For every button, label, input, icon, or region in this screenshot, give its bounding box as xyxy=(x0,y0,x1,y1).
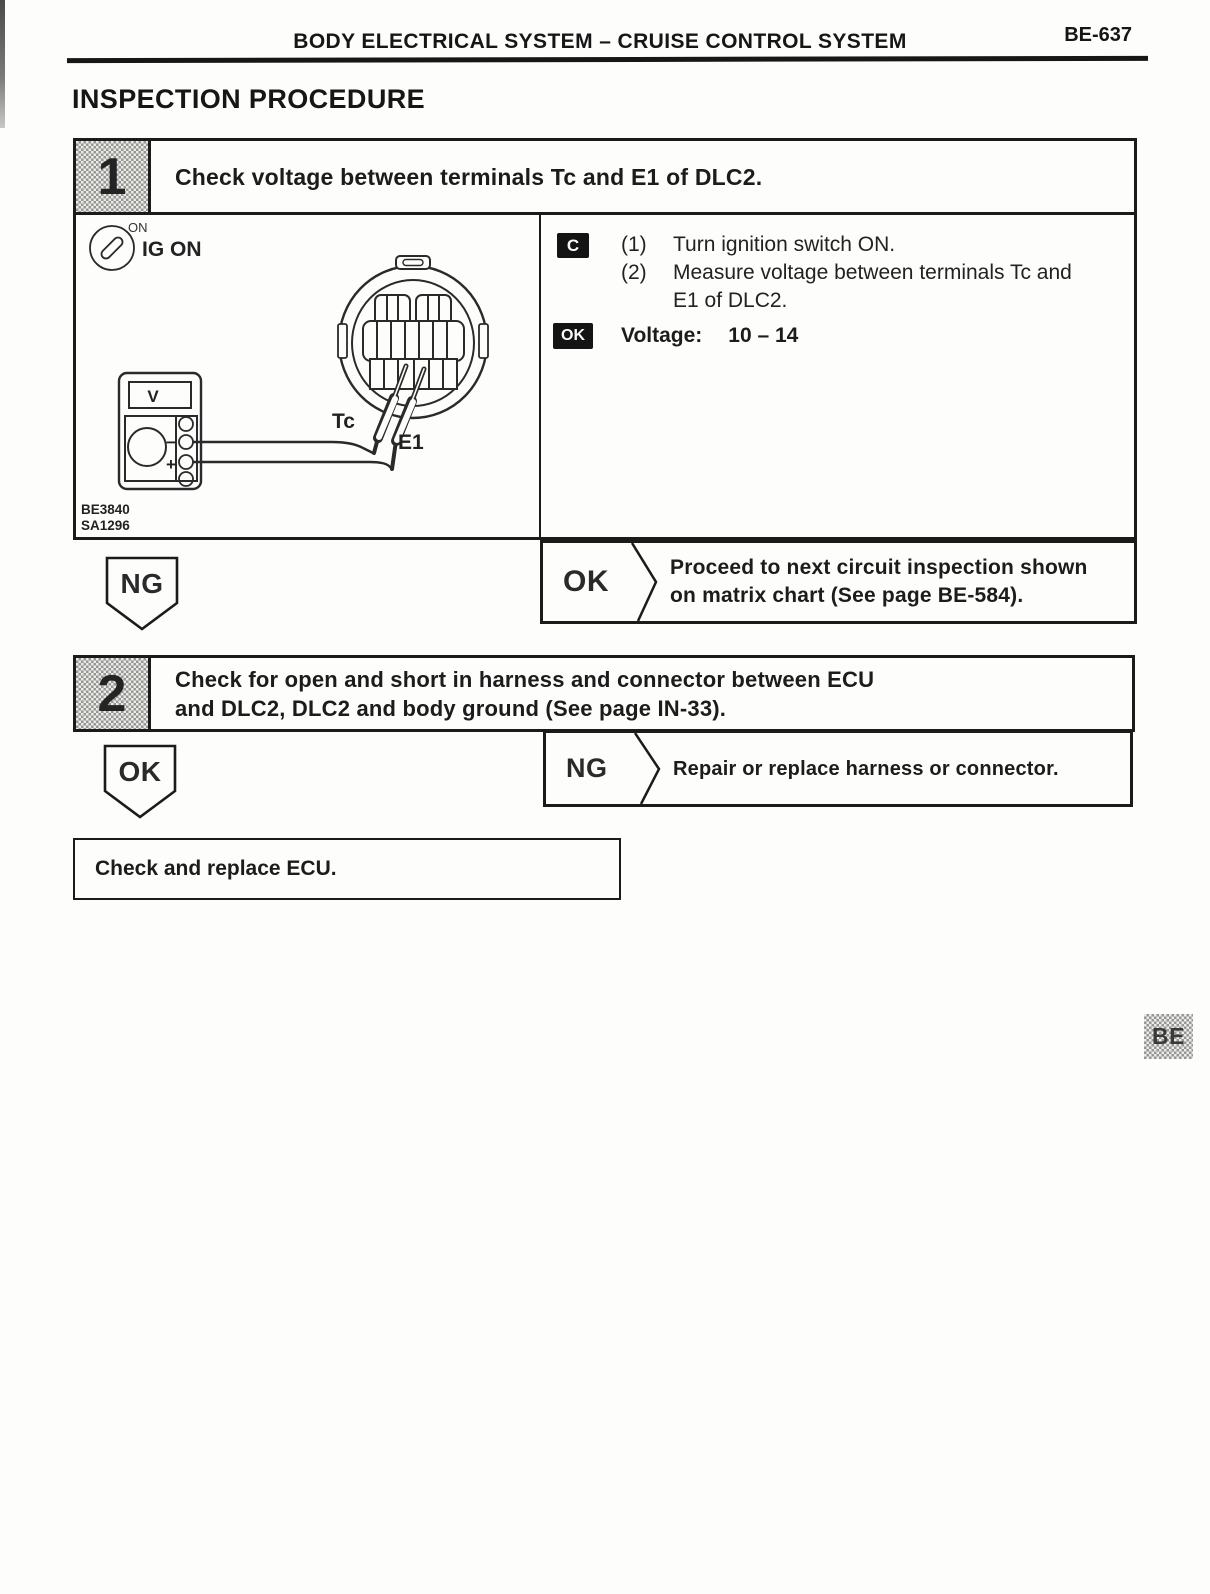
ok-result-label: OK xyxy=(563,565,609,598)
ng-result-text: Repair or replace harness or connector. xyxy=(673,757,1059,780)
step1-ok-result-row xyxy=(540,540,1137,624)
instruction-item-2: (2) Measure voltage between terminals Tc and E1 of DLC2. xyxy=(621,261,1072,312)
page-header-title: BODY ELECTRICAL SYSTEM – CRUISE CONTROL SYSTEM xyxy=(293,30,907,53)
meter-minus-sign: − xyxy=(166,433,176,452)
final-action-box: Check and replace ECU. xyxy=(73,838,621,900)
ng-result-label: NG xyxy=(566,753,608,783)
step2-box xyxy=(73,655,1135,732)
header-rule xyxy=(67,56,1148,63)
condition-badge: C xyxy=(557,233,589,258)
step2-number: 2 xyxy=(97,664,127,723)
step1-header xyxy=(76,141,1134,215)
step1-diagram-panel xyxy=(76,215,539,540)
chevron-divider-icon xyxy=(628,543,662,621)
page-number: BE-637 xyxy=(1064,24,1132,46)
step2-ng-result-row xyxy=(543,730,1133,807)
wiring-diagram xyxy=(76,215,539,537)
step2-number-cell xyxy=(76,658,151,729)
meter-plus-sign: + xyxy=(166,455,176,474)
test-lead-wires xyxy=(193,442,393,470)
voltmeter-drawing xyxy=(119,373,201,489)
scan-edge-artifact xyxy=(0,0,5,128)
chevron-divider-icon xyxy=(631,733,665,804)
spec-label: Voltage: xyxy=(621,324,703,347)
meter-display-v: V xyxy=(147,387,159,406)
figure-code-1: BE3840 xyxy=(81,502,130,517)
ignition-on-label: ON xyxy=(128,220,148,235)
instruction-item-1: (1) Turn ignition switch ON. xyxy=(621,233,896,256)
spec-row xyxy=(553,323,798,349)
ok-result-text: Proceed to next circuit inspection shown on matrix chart (See page BE-584). xyxy=(670,556,1088,607)
section-side-tab: BE xyxy=(1144,1014,1193,1059)
step2-ok-badge: OK xyxy=(103,744,177,820)
step1-instructions-panel xyxy=(539,215,1134,540)
step2-title: Check for open and short in harness and connector between ECU and DLC2, DLC2 and body ground (See page IN-33). xyxy=(175,666,875,721)
probe-label-e1: E1 xyxy=(398,431,424,454)
spec-value: 10 – 14 xyxy=(728,324,799,347)
step1-number: 1 xyxy=(97,147,127,206)
figure-code-2: SA1296 xyxy=(81,518,130,533)
step1-title: Check voltage between terminals Tc and E1 of DLC2. xyxy=(175,163,763,190)
section-title: INSPECTION PROCEDURE xyxy=(72,84,426,114)
step1-box xyxy=(73,138,1137,540)
probe-label-tc: Tc xyxy=(332,410,355,433)
ig-on-label: IG ON xyxy=(142,238,202,261)
step1-ng-badge: NG xyxy=(105,556,179,632)
step1-number-cell xyxy=(76,141,151,212)
ok-spec-badge: OK xyxy=(553,323,593,349)
